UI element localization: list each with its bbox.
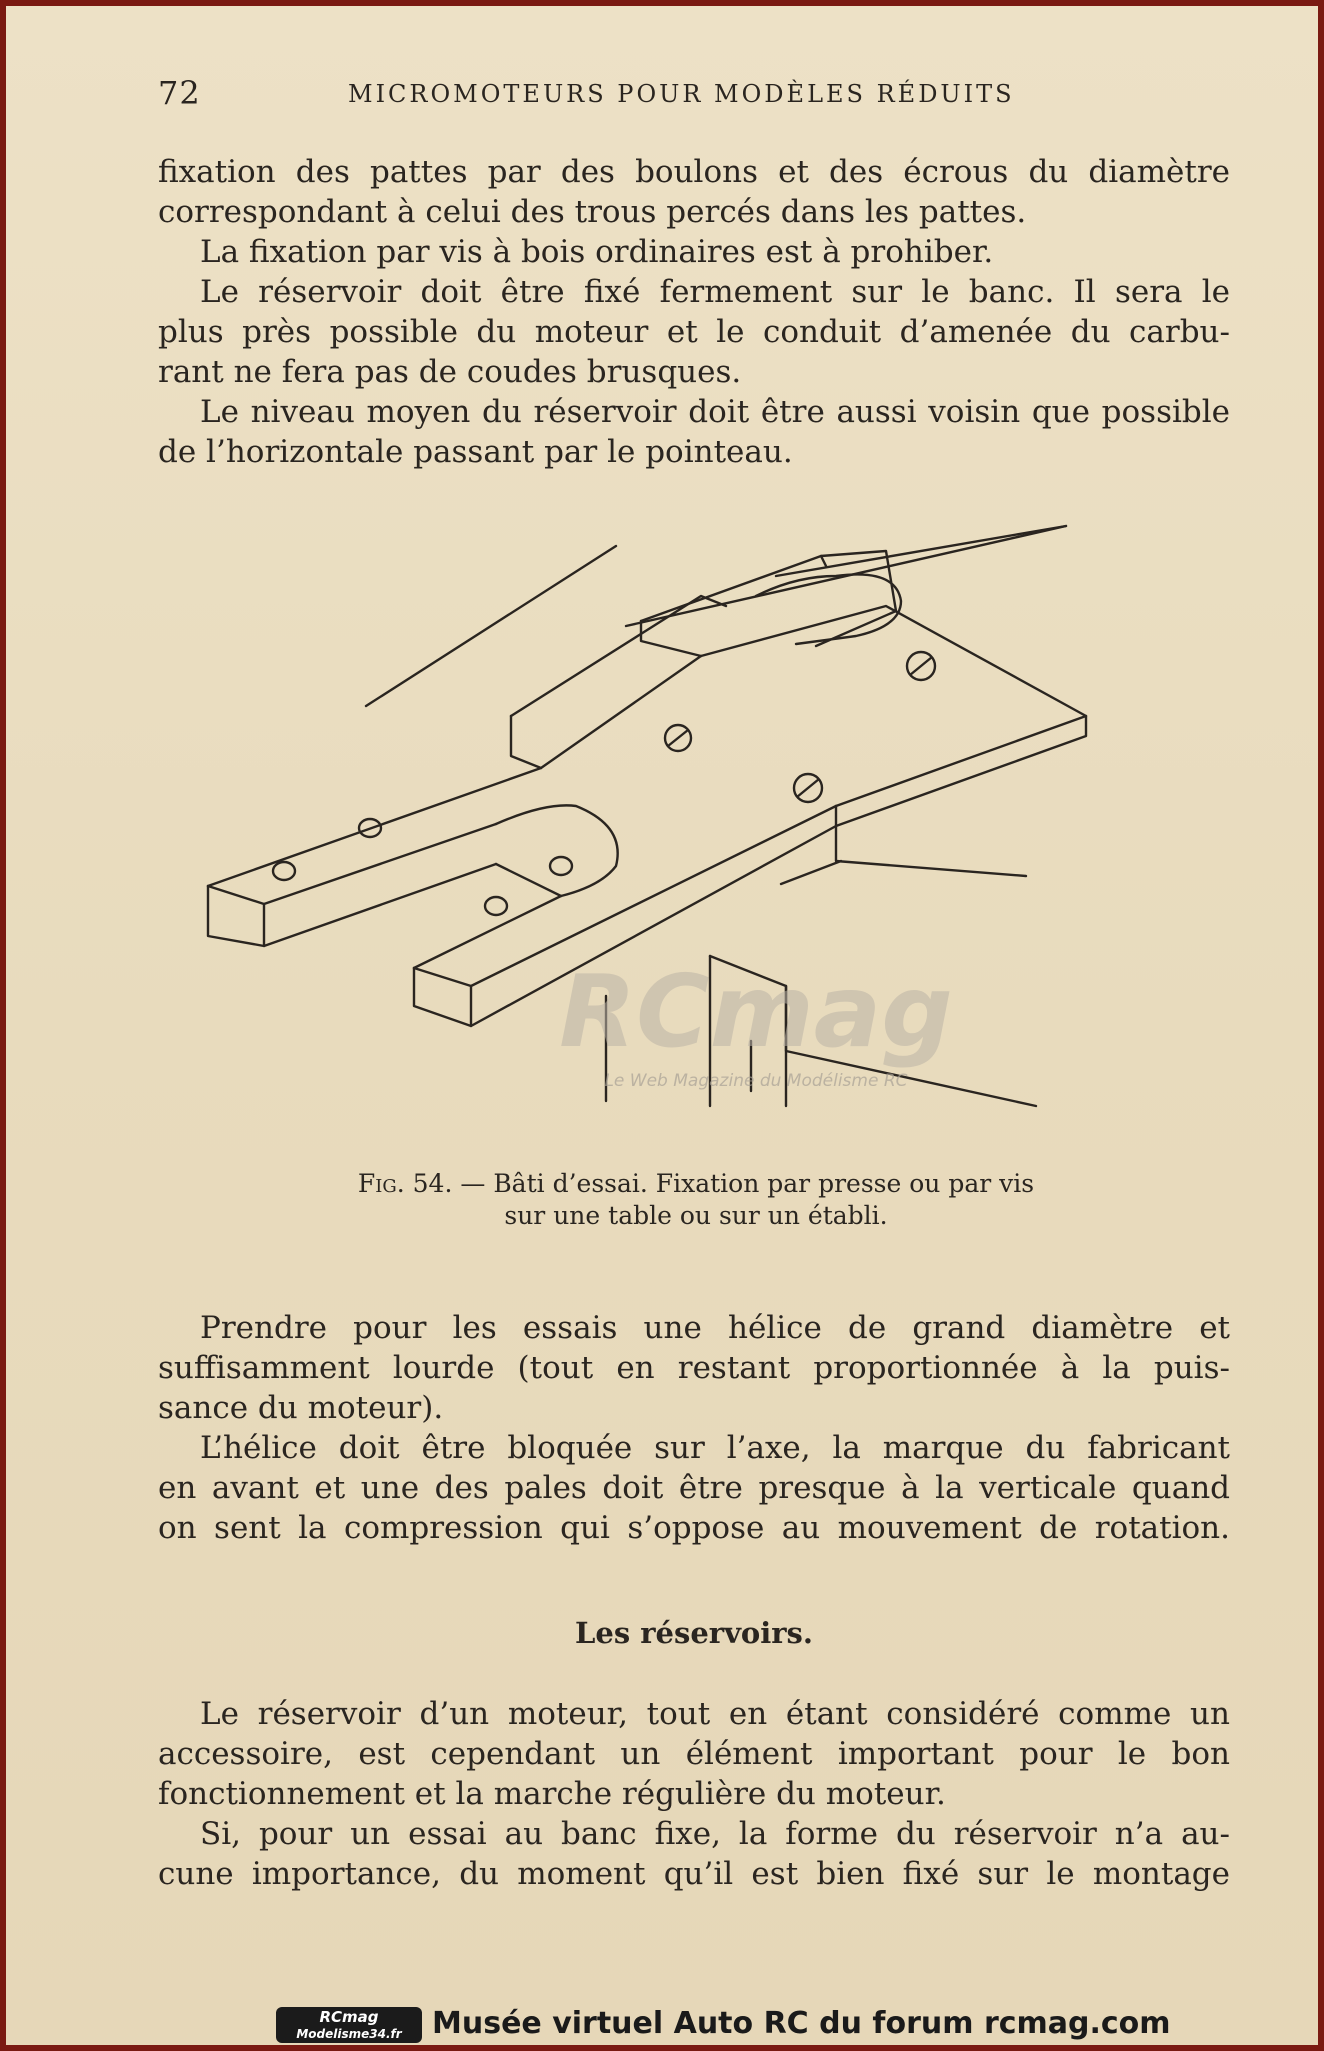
paragraph-top: [158, 152, 1230, 472]
caption-text: — Bâti d’essai. Fixation par presse ou par vis: [452, 1169, 1035, 1198]
page-number: 72: [158, 74, 201, 112]
text-line: L’hélice doit être bloquée sur l’axe, la marque du fabricant: [200, 1430, 1230, 1466]
text-line: sance du moteur).: [158, 1390, 444, 1426]
text-line: accessoire, est cependant un élément important pour le bon: [158, 1736, 1230, 1772]
text-line: Le réservoir d’un moteur, tout en étant considéré comme un: [200, 1696, 1230, 1732]
text-line: La fixation par vis à bois ordinaires est à prohiber.: [200, 234, 994, 270]
text-line: fonctionnement et la marche régulière du moteur.: [158, 1776, 946, 1812]
text-line: Si, pour un essai au banc fixe, la forme du réservoir n’a au-: [200, 1816, 1230, 1852]
paragraph-middle: [158, 1308, 1230, 1548]
section-heading: Les réservoirs.: [575, 1616, 813, 1650]
text-line: fixation des pattes par des boulons et des écrous du diamètre: [158, 154, 1230, 190]
text-line: de l’horizontale passant par le pointeau.: [158, 434, 793, 470]
text-line: correspondant à celui des trous percés dans les pattes.: [158, 194, 1027, 230]
figure-label: Fig. 54.: [357, 1169, 453, 1198]
svg-text:Modelisme34.fr: Modelisme34.fr: [296, 2027, 402, 2041]
text-line: Le niveau moyen du réservoir doit être aussi voisin que possible: [200, 394, 1230, 430]
figure-caption: [256, 1168, 1136, 1232]
watermark-tagline: Le Web Magazine du Modélisme RC: [604, 1071, 908, 1091]
page-header: [158, 74, 1230, 114]
text-line: suffisamment lourde (tout en restant proportionnée à la puis-: [158, 1350, 1230, 1386]
figure-54-test-bench: [196, 506, 1106, 1146]
rcmag-logo: [274, 2006, 424, 2044]
watermark-logo: RCmag: [559, 953, 953, 1070]
footer-banner: [274, 2004, 1171, 2048]
caption-text: sur une table ou sur un établi.: [504, 1201, 888, 1230]
running-head: MICROMOTEURS POUR MODÈLES RÉDUITS: [348, 80, 1015, 108]
paragraph-bottom: [158, 1694, 1230, 1894]
svg-text:RCmag: RCmag: [319, 2008, 379, 2026]
text-line: rant ne fera pas de coudes brusques.: [158, 354, 742, 390]
text-line: en avant et une des pales doit être presque à la verticale quand: [158, 1470, 1230, 1506]
text-line: Prendre pour les essais une hélice de grand diamètre et: [200, 1310, 1230, 1346]
text-line: on sent la compression qui s’oppose au mouvement de rotation.: [158, 1510, 1230, 1546]
text-line: cune importance, du moment qu’il est bien fixé sur le montage: [158, 1856, 1230, 1892]
test-bench-drawing: [196, 506, 1106, 1146]
text-line: plus près possible du moteur et le conduit d’amenée du carbu-: [158, 314, 1230, 350]
footer-text: Musée virtuel Auto RC du forum rcmag.com: [432, 2006, 1171, 2041]
text-line: Le réservoir doit être fixé fermement sur le banc. Il sera le: [200, 274, 1230, 310]
